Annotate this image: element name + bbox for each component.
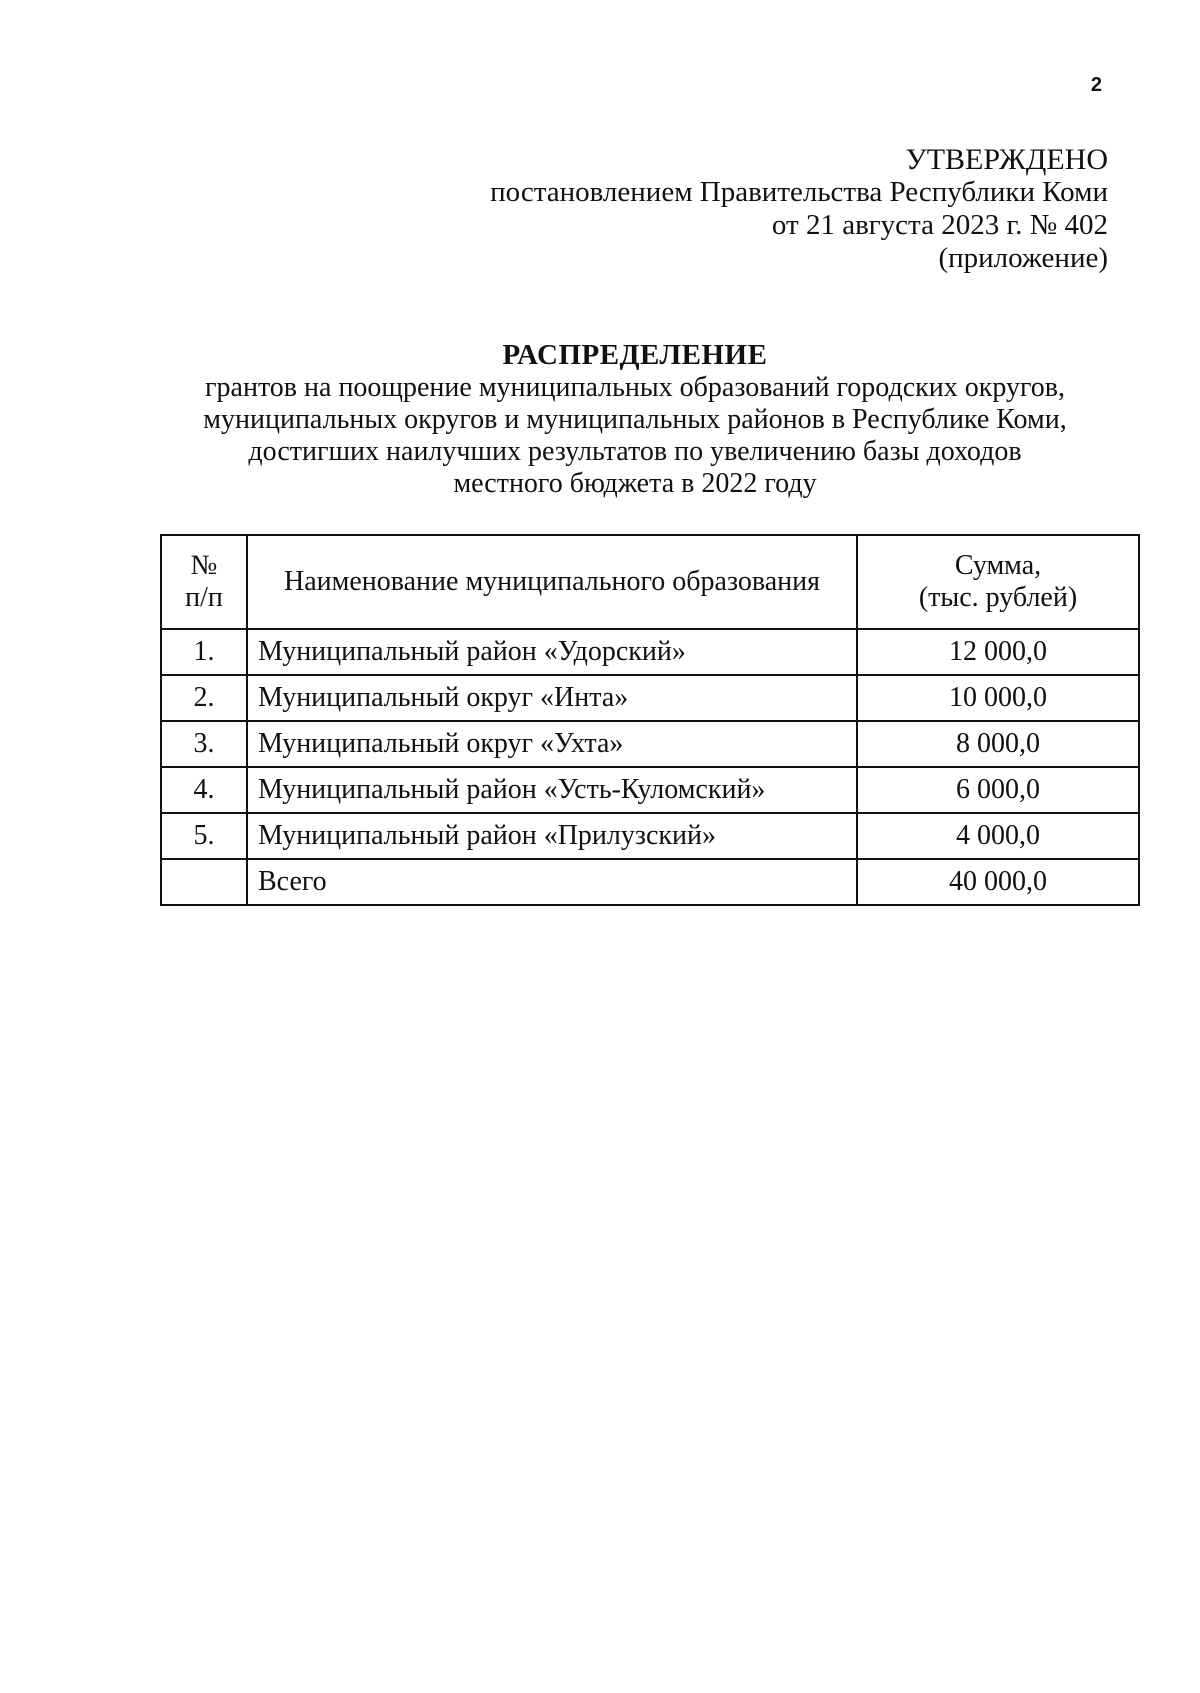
row-name: Муниципальный округ «Инта» — [247, 675, 857, 721]
table-total-row — [161, 859, 1139, 905]
subtitle-line-1: грантов на поощрение муниципальных образований городских округов, — [205, 372, 1065, 403]
row-name: Муниципальный округ «Ухта» — [247, 721, 857, 767]
total-label: Всего — [247, 859, 857, 905]
header-number-line-1: № — [190, 550, 218, 581]
header-name: Наименование муниципального образования — [247, 535, 857, 629]
row-number: 3. — [161, 721, 247, 767]
subtitle-line-2: муниципальных округов и муниципальных районов в Республике Коми, — [203, 404, 1067, 435]
row-number: 2. — [161, 675, 247, 721]
approval-line-3: (приложение) — [938, 242, 1108, 274]
row-sum: 4 000,0 — [857, 813, 1139, 859]
row-sum: 6 000,0 — [857, 767, 1139, 813]
approval-line-1: постановлением Правительства Республики Коми — [490, 176, 1108, 208]
row-sum: 10 000,0 — [857, 675, 1139, 721]
row-name: Муниципальный район «Усть-Куломский» — [247, 767, 857, 813]
total-sum: 40 000,0 — [857, 859, 1139, 905]
header-number — [161, 535, 247, 629]
document-title: РАСПРЕДЕЛЕНИЕ — [502, 339, 768, 371]
row-sum: 12 000,0 — [857, 629, 1139, 675]
table-header-row — [161, 535, 1139, 629]
row-number: 5. — [161, 813, 247, 859]
row-name: Муниципальный район «Удорский» — [247, 629, 857, 675]
subtitle-line-4: местного бюджета в 2022 году — [453, 468, 817, 499]
header-sum-line-2: (тыс. рублей) — [918, 582, 1078, 613]
header-sum-line-1: Сумма, — [954, 550, 1042, 581]
page-number: 2 — [1090, 74, 1102, 96]
table-row — [161, 813, 1139, 859]
approval-block — [490, 143, 1108, 275]
table-row — [161, 675, 1139, 721]
table-row — [161, 767, 1139, 813]
row-sum: 8 000,0 — [857, 721, 1139, 767]
row-number: 1. — [161, 629, 247, 675]
approval-line-2: от 21 августа 2023 г. № 402 — [771, 209, 1108, 241]
header-sum — [857, 535, 1139, 629]
subtitle-line-3: достигших наилучших результатов по увеличению базы доходов — [248, 436, 1022, 467]
row-number: 4. — [161, 767, 247, 813]
row-name: Муниципальный район «Прилузский» — [247, 813, 857, 859]
table-row — [161, 721, 1139, 767]
approval-status: УТВЕРЖДЕНО — [905, 143, 1108, 176]
header-number-line-2: п/п — [185, 582, 223, 613]
document-heading — [0, 338, 1200, 500]
table-row — [161, 629, 1139, 675]
total-number — [161, 859, 247, 905]
grants-table — [160, 534, 1140, 906]
